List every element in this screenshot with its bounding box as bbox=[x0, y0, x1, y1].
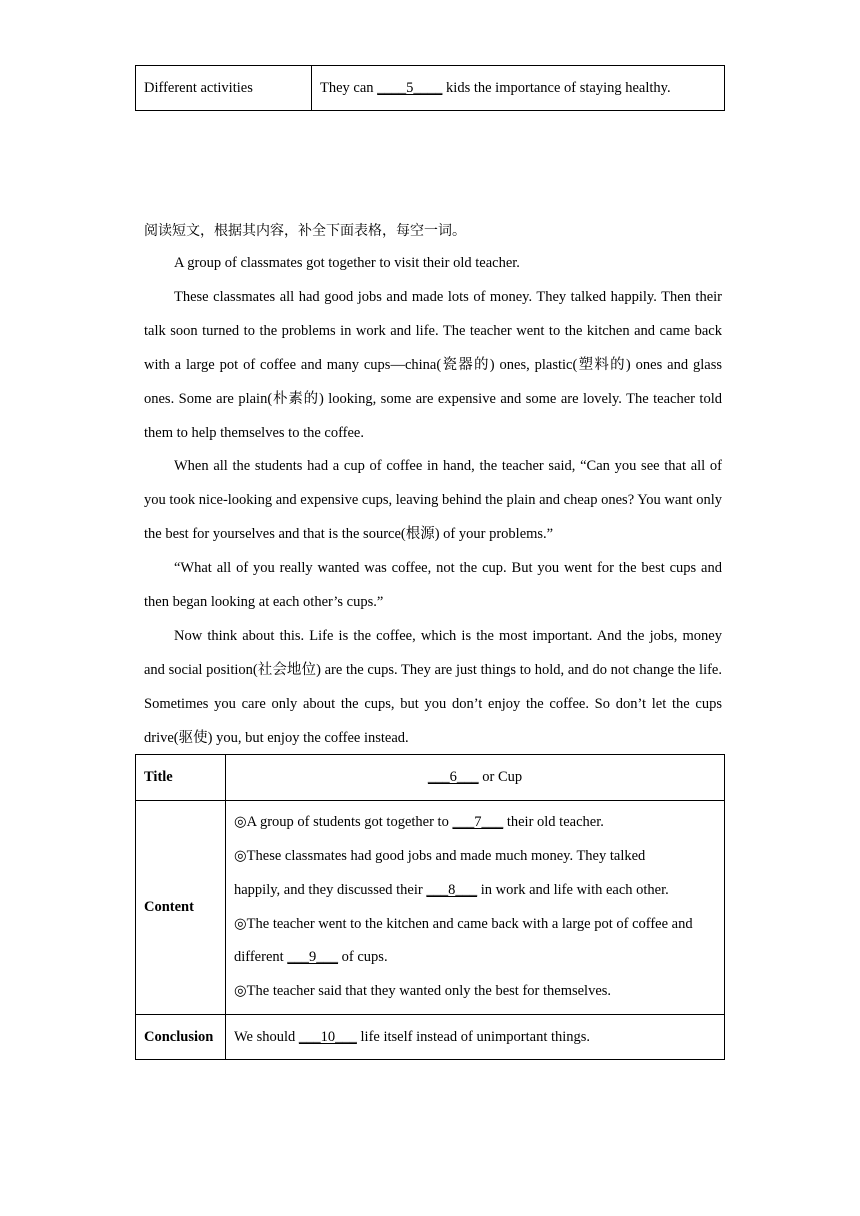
table-row bbox=[136, 755, 725, 801]
text-segment: of cups. bbox=[338, 949, 388, 966]
table-row bbox=[136, 1015, 725, 1060]
top-table bbox=[135, 65, 725, 111]
paragraph: Now think about this. Life is the coffee, which is the most important. And the jobs, money and social position(社会地位) are the cups. They are just things to hold, and do not change the life. Sometimes you care only about the cups, but you don’t enjoy the coffee. So don’t let the cups drive(驱使) you, but enjoy the coffee instead. bbox=[144, 627, 722, 746]
text-segment: They can bbox=[320, 79, 378, 96]
text-segment: life itself instead of unimportant things. bbox=[356, 1028, 591, 1045]
text-segment: happily, and they discussed their bbox=[234, 881, 427, 898]
table-row bbox=[136, 801, 725, 1015]
text-segment: in work and life with each other. bbox=[477, 881, 669, 898]
blank-9: ___9___ bbox=[287, 949, 339, 966]
content-value bbox=[226, 801, 725, 1015]
table-row bbox=[136, 66, 725, 111]
paragraph: “What all of you really wanted was coffee, not the cup. But you went for the best cups and then began looking at each other’s cups.” bbox=[144, 560, 722, 611]
text-segment: ◎A group of students got together to bbox=[234, 813, 453, 830]
content-line bbox=[234, 941, 716, 975]
text-segment: We should bbox=[234, 1028, 299, 1045]
content-line bbox=[234, 874, 716, 908]
answer-table bbox=[135, 754, 725, 1060]
passage bbox=[144, 247, 722, 756]
title-value bbox=[226, 755, 725, 801]
blank-7: ___7___ bbox=[452, 813, 504, 830]
text-segment: kids the importance of staying healthy. bbox=[442, 79, 671, 96]
paragraph: These classmates all had good jobs and made lots of money. They talked happily. Then their talk soon turned to the problems in work and life. The teacher went to the kitchen and came back with a large pot of coffee and many cups—china(瓷器的) ones, plastic(塑料的) ones and glass ones. Some are plain(朴素的) looking, some are expensive and some are lovely. The teacher told them to help themselves to the coffee. bbox=[144, 288, 722, 441]
content-label: Content bbox=[136, 801, 226, 1015]
conclusion-value bbox=[226, 1015, 725, 1060]
blank-6: ___6___ bbox=[427, 769, 479, 785]
content-line: ◎The teacher went to the kitchen and came back with a large pot of coffee and bbox=[234, 915, 693, 932]
blank-10: ___10___ bbox=[298, 1028, 357, 1045]
content-line bbox=[234, 806, 716, 840]
content-line: ◎These classmates had good jobs and made much money. They talked bbox=[234, 847, 646, 864]
row-label: Different activities bbox=[136, 66, 312, 111]
conclusion-label: Conclusion bbox=[136, 1015, 226, 1060]
content-line: ◎The teacher said that they wanted only the best for themselves. bbox=[234, 983, 612, 1000]
text-segment: different bbox=[234, 949, 288, 966]
blank-5: ____5____ bbox=[377, 79, 443, 96]
text-segment: their old teacher. bbox=[503, 813, 604, 830]
row-value bbox=[312, 66, 725, 111]
paragraph: When all the students had a cup of coffee in hand, the teacher said, “Can you see that all of you took nice-looking and expensive cups, leaving behind the plain and cheap ones? You want only the best for yourselves and that is the source(根源) of your problems.” bbox=[144, 458, 722, 543]
title-label: Title bbox=[136, 755, 226, 801]
text-segment: or Cup bbox=[478, 769, 523, 785]
paragraph: A group of classmates got together to visit their old teacher. bbox=[174, 255, 520, 271]
instruction: 阅读短文，根据其内容，补全下面表格，每空一词。 bbox=[144, 223, 466, 239]
blank-8: ___8___ bbox=[426, 881, 478, 898]
